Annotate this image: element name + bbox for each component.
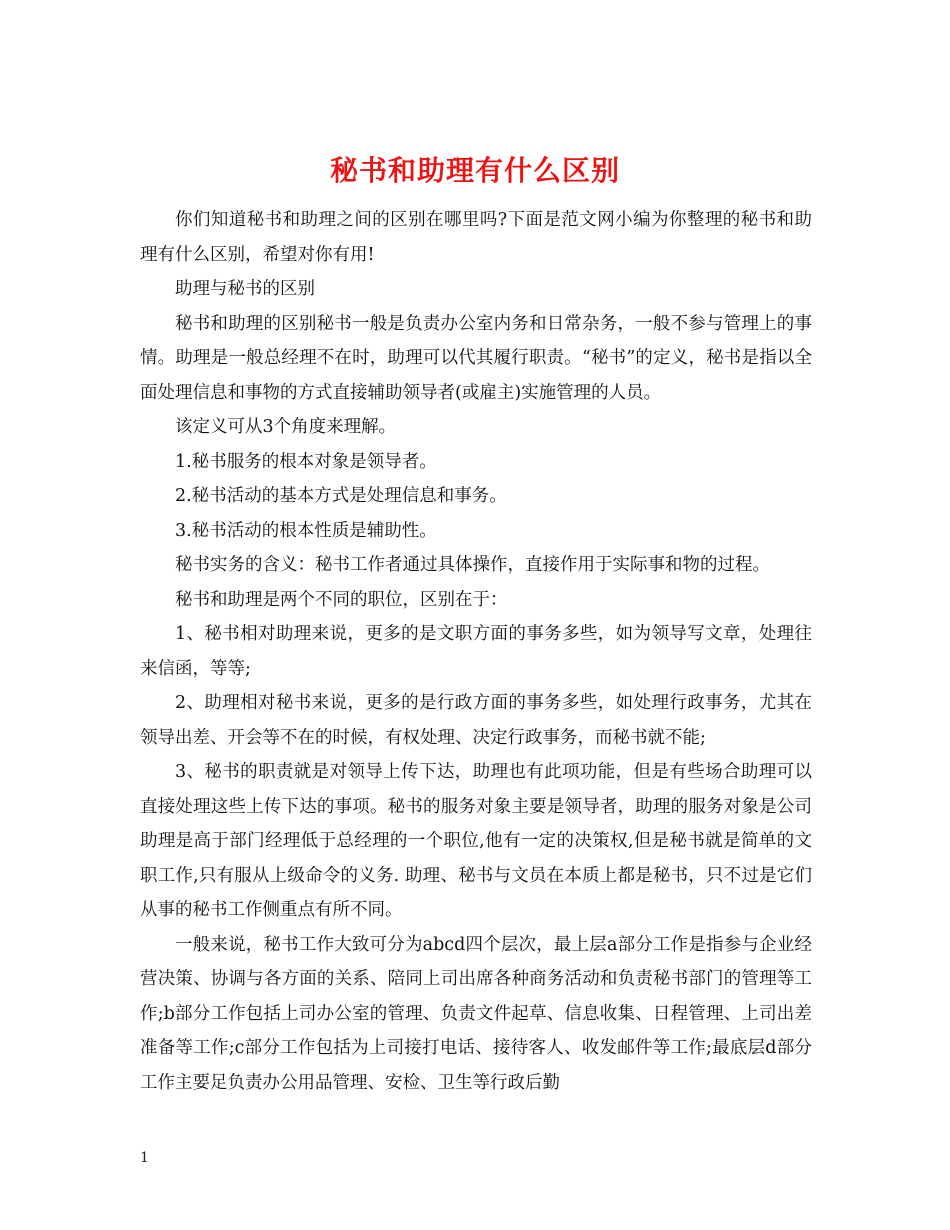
document-body bbox=[140, 203, 812, 1100]
section-heading: 助理与秘书的区别 bbox=[175, 279, 315, 299]
difference-intro-paragraph: 秘书和助理是两个不同的职位，区别在于： bbox=[175, 589, 508, 610]
definition-paragraph: 秘书和助理的区别秘书一般是负责办公室内务和日常杂务，一般不参与管理上的事情。助理是一般总经理不在时，助理可以代其履行职责。“秘书”的定义，秘书是指以全面处理信息和事物的方式直接辅助领导者(或雇主)实施管理的人员。 bbox=[140, 313, 812, 403]
page-number: 1 bbox=[140, 1150, 149, 1166]
intro-paragraph: 你们知道秘书和助理之间的区别在哪里吗?下面是范文网小编为你整理的秘书和助理有什么区别，希望对你有用! bbox=[140, 210, 812, 265]
angles-paragraph: 该定义可从3个角度来理解。 bbox=[175, 417, 397, 437]
page-title: 秘书和助理有什么区别 bbox=[329, 153, 620, 187]
practice-definition-paragraph: 秘书实务的含义：秘书工作者通过具体操作，直接作用于实际事和物的过程。 bbox=[175, 555, 770, 575]
list-item-1: 1.秘书服务的根本对象是领导者。 bbox=[175, 451, 437, 472]
difference-item-3: 3、秘书的职责就是对领导上传下达，助理也有此项功能，但是有些场合助理可以直接处理这些上传下达的事项。秘书的服务对象主要是领导者，助理的服务对象是公司助理是高于部门经理低于总经理的一个职位,他有一定的决策权,但是秘书就是简单的文职工作,只有服从上级命令的义务. 助理、秘书与文员在本质上都是秘书，只不过是它们从事的秘书工作侧重点有所不同。 bbox=[140, 762, 812, 920]
difference-item-2: 2、助理相对秘书来说，更多的是行政方面的事务多些，如处理行政事务，尤其在领导出差、开会等不在的时候，有权处理、决定行政事务，而秘书就不能; bbox=[140, 693, 812, 748]
list-item-2: 2.秘书活动的基本方式是处理信息和事务。 bbox=[175, 486, 507, 506]
difference-item-1: 1、秘书相对助理来说，更多的是文职方面的事务多些，如为领导写文章，处理往来信函，等等; bbox=[140, 624, 812, 679]
levels-paragraph: 一般来说，秘书工作大致可分为abcd四个层次，最上层a部分工作是指参与企业经营决策、协调与各方面的关系、陪同上司出席各种商务活动和负责秘书部门的管理等工作;b部分工作包括上司办公室的管理、负责文件起草、信息收集、日程管理、上司出差准备等工作;c部分工作包括为上司接打电话、接待客人、收发邮件等工作;最底层d部分工作主要足负责办公用品管理、安检、卫生等行政后勤 bbox=[140, 934, 812, 1093]
list-item-3: 3.秘书活动的根本性质是辅助性。 bbox=[175, 520, 437, 541]
